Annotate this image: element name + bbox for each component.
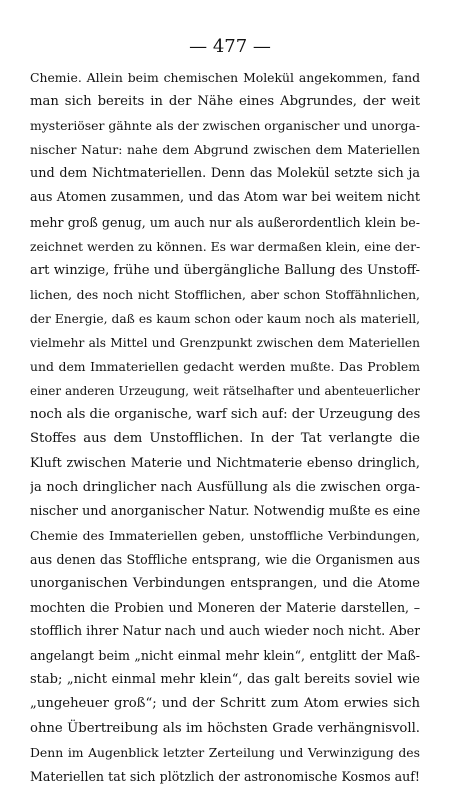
text-line: aus denen das Stoffliche entsprang, wie die Organismen aus — [30, 551, 420, 567]
text-line: art winzige, frühe und übergängliche Ballung des Unstoff- — [30, 262, 420, 278]
text-line: stab; „nicht einmal mehr klein“, das galt bereits soviel wie — [30, 672, 420, 688]
body-text — [30, 66, 420, 789]
text-line: angelangt beim „nicht einmal mehr klein“, entglitt der Maß- — [30, 648, 420, 664]
text-line: stofflich ihrer Natur nach und auch wieder noch nicht. Aber — [30, 624, 420, 640]
text-line: unorganischen Verbindungen entsprangen, und die Atome — [30, 575, 420, 591]
text-line: aus Atomen zusammen, und das Atom war bei weitem nicht — [30, 190, 420, 206]
text-line: lichen, des noch nicht Stofflichen, aber schon Stoffähnlichen, — [30, 286, 420, 302]
text-line: ohne Übertreibung als im höchsten Grade verhängnisvoll. — [30, 720, 420, 736]
text-line: mehr groß genug, um auch nur als außerordentlich klein be- — [30, 214, 420, 230]
text-line: „ungeheuer groß“; und der Schritt zum Atom erwies sich — [30, 696, 420, 712]
text-line: Denn im Augenblick letzter Zerteilung und Verwinzigung des — [30, 744, 420, 760]
text-line: der Energie, daß es kaum schon oder kaum noch als materiell, — [30, 311, 420, 326]
text-line: einer anderen Urzeugung, weit rätselhafter und abenteuerlicher — [30, 384, 420, 399]
page-number: — 477 — — [189, 36, 271, 57]
text-line: nischer und anorganischer Natur. Notwendig mußte es eine — [30, 503, 420, 519]
text-line: nischer Natur: nahe dem Abgrund zwischen dem Materiellen — [30, 142, 420, 158]
text-line: mochten die Probien und Moneren der Materie darstellen, – — [30, 600, 420, 616]
text-line: mysteriöser gähnte als der zwischen organischer und unorga- — [30, 118, 420, 134]
text-line: Materiellen tat sich plötzlich der astronomische Kosmos auf! — [30, 768, 420, 784]
text-line: vielmehr als Mittel und Grenzpunkt zwischen dem Materiellen — [30, 336, 420, 351]
text-line: und dem Immateriellen gedacht werden mußte. Das Problem — [30, 359, 420, 375]
text-line: Kluft zwischen Materie und Nichtmaterie ebenso dringlich, — [30, 455, 420, 471]
text-line: noch als die organische, warf sich auf: der Urzeugung des — [30, 407, 420, 423]
text-line: Chemie. Allein beim chemischen Molekül angekommen, fand — [30, 70, 420, 85]
text-line: zeichnet werden zu können. Es war dermaßen klein, eine der- — [30, 238, 420, 254]
text-line: und dem Nichtmateriellen. Denn das Molekül setzte sich ja — [30, 166, 420, 182]
text-line: Chemie des Immateriellen geben, unstoffliche Verbindungen, — [30, 527, 420, 543]
text-line: Stoffes aus dem Unstofflichen. In der Tat verlangte die — [30, 431, 420, 447]
text-line: man sich bereits in der Nähe eines Abgrundes, der weit — [30, 94, 420, 110]
text-line: ja noch dringlicher nach Ausfüllung als die zwischen orga- — [30, 479, 420, 495]
